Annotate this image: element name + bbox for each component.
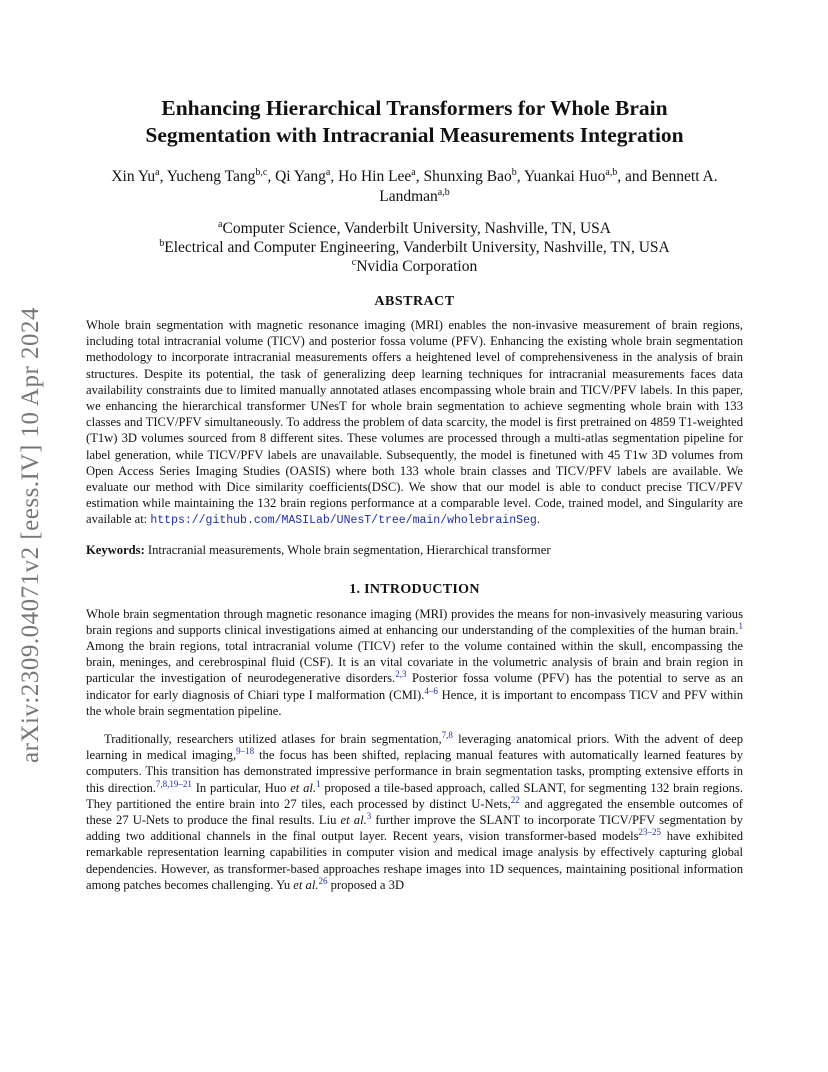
text-run: and aggregated the ensemble outcomes of these 27 U-Nets to produce the final results. Liu bbox=[86, 796, 743, 828]
text-run: In particular, Huo bbox=[191, 780, 291, 795]
paper-page bbox=[86, 95, 743, 893]
keywords-label: Keywords: bbox=[86, 542, 145, 557]
title-line-2: Segmentation with Intracranial Measurements Integration bbox=[145, 123, 684, 147]
author-name: Qi Yang bbox=[275, 168, 326, 185]
arxiv-identifier-text: arXiv:2309.04071v2 [eess.IV] 10 Apr 2024 bbox=[17, 306, 44, 764]
author-affiliation-mark: a bbox=[155, 166, 160, 178]
text-run: further improve the SLANT to incorporate TICV/PFV segmentation by adding two additional channels in the final output layer. Recent years, vision transformer-based models bbox=[86, 813, 743, 844]
keywords bbox=[86, 543, 743, 558]
text-run: Posterior fossa volume (PFV) has the potential to serve as an indicator for early diagnosis of Chiari type I malformation (CMI). bbox=[86, 671, 743, 702]
text-run: proposed a 3D bbox=[327, 877, 405, 892]
citation-link[interactable]: 1 bbox=[316, 778, 321, 789]
author-affiliation-mark: a bbox=[325, 166, 331, 178]
code-link[interactable]: https://github.com/MASILab/UNesT/tree/main/wholebrainSeg bbox=[150, 514, 537, 528]
text-run: proposed a tile-based approach, called SLANT, for segmenting 132 brain regions. They partitioned the entire brain into 27 tiles, each processed by distinct U-Nets, bbox=[86, 780, 743, 811]
citation-link[interactable]: 22 bbox=[510, 794, 520, 805]
author-affiliation-mark: a bbox=[411, 166, 416, 178]
affiliation-text: Electrical and Computer Engineering, Vanderbilt University, Nashville, TN, USA bbox=[164, 239, 670, 256]
affiliation-mark: b bbox=[159, 237, 165, 249]
text-run: Hence, it is important to encompass TICV and PFV within the whole brain segmentation pipeline. bbox=[86, 687, 743, 718]
citation-link[interactable]: 23–25 bbox=[638, 827, 662, 838]
keywords-text: Intracranial measurements, Whole brain segmentation, Hierarchical transformer bbox=[147, 542, 551, 557]
italic-text: et al. bbox=[293, 877, 319, 892]
citation-link[interactable]: 7,8 bbox=[441, 729, 453, 740]
abstract-body: Whole brain segmentation with magnetic resonance imaging (MRI) enables the non-invasive measurement of brain regions, including total intracranial volume (TICV) and posterior fossa volume (PFV). Enhancing the existing whole brain segmentation methodology to incorporate intracranial measurements offers a heightened level of comprehensiveness in the analysis of brain structures. Despite its potential, the task of generalizing deep learning techniques for intracranial measurements faces data availability constraints due to limited manually annotated atlases encompassing whole brain and TICV/PFV labels. In this paper, we enhancing the hierarchical transformer UNesT for whole brain segmentation to achieve segmenting whole brain with 133 classes and TICV/PFV simultaneously. To address the problem of data scarcity, the model is first pretrained on 4859 T1-weighted (T1w) 3D volumes sourced from 8 different sites. These volumes are processed through a multi-atlas segmentation pipeline for label generation, while TICV/PFV labels are unavailable. Subsequently, the model is finetuned with 45 T1w 3D volumes from Open Access Series Imaging Studies (OASIS) where both 133 whole brain classes and TICV/PFV labels are available. We evaluate our method with Dice similarity coefficients(DSC). We show that our model is able to conduct precise TICV/PFV estimation while maintaining the 132 brain regions performance at a comparable level. Code, trained model, and Singularity are available at: https://github.com/MASILab/UNesT/tree/main/wholebrainSeg. bbox=[86, 318, 743, 528]
affiliation bbox=[86, 219, 743, 238]
affiliation-text: Computer Science, Vanderbilt University, Nashville, TN, USA bbox=[222, 220, 611, 237]
affiliation-mark: a bbox=[218, 218, 223, 230]
citation-link[interactable]: 2,3 bbox=[395, 669, 407, 680]
text-run: Traditionally, researchers utilized atlases for brain segmentation, bbox=[104, 732, 442, 747]
arxiv-identifier bbox=[4, 290, 58, 780]
affiliation-list bbox=[86, 219, 743, 276]
text-run: leveraging anatomical priors. With the advent of deep learning in medical imaging, bbox=[86, 732, 744, 763]
title-line-1: Enhancing Hierarchical Transformers for Whole Brain bbox=[161, 96, 668, 120]
citation-link[interactable]: 4–6 bbox=[424, 685, 438, 696]
author-name: Ho Hin Lee bbox=[338, 168, 412, 185]
author-name: Yucheng Tang bbox=[166, 168, 256, 185]
intro-paragraph-2 bbox=[86, 731, 743, 893]
affiliation-mark: c bbox=[351, 256, 357, 268]
author-name: Bennett A. Landman bbox=[379, 168, 718, 205]
citation-link[interactable]: 26 bbox=[318, 875, 328, 886]
text-run: the focus has been shifted, replacing manual features with automatically learned features by computers. This transition has demonstrated impressive performance in brain segmentation tasks, prompting extensive efforts in this direction. bbox=[86, 748, 743, 795]
author-affiliation-mark: b bbox=[511, 166, 517, 178]
author-affiliation-mark: a,b bbox=[437, 186, 450, 198]
author-name: Yuankai Huo bbox=[523, 168, 606, 185]
text-run: Among the brain regions, total intracranial volume (TICV) refer to the volume contained within the skull, encompassing the brain, meninges, and cerebrospinal fluid (CSF). It is an vital covariate in the volumetric analysis of brain and brain region in particular the investigation of neurodegenerative disorders. bbox=[86, 639, 743, 686]
affiliation-text: Nvidia Corporation bbox=[356, 258, 478, 275]
intro-paragraph-1 bbox=[86, 606, 743, 719]
author-affiliation-mark: a,b bbox=[605, 166, 618, 178]
text-run: Whole brain segmentation through magnetic resonance imaging (MRI) provides the means for non-invasively measuring various brain regions and supports clinical investigations aimed at enhancing our understanding of the complexities of the human brain. bbox=[86, 606, 743, 637]
citation-link[interactable]: 1 bbox=[738, 620, 743, 631]
author-list: Xin Yu$^a$, Yucheng Tang$^{b,c}$, Qi Yang$^a$, Ho Hin Lee$^a$, Shunxing Bao$^b$, Yuankai Huo$^{a,b}$, and Bennett A. Landman$^{a,b}$ bbox=[111, 166, 718, 205]
section-heading-introduction: 1. INTRODUCTION bbox=[349, 581, 480, 597]
italic-text: et al. bbox=[340, 813, 367, 828]
affiliation bbox=[86, 257, 743, 276]
italic-text: et al. bbox=[290, 780, 317, 795]
abstract-text: Whole brain segmentation with magnetic resonance imaging (MRI) enables the non-invasive measurement of brain regions, including total intracranial volume (TICV) and posterior fossa volume (PFV). Enhancing the existing whole brain segmentation methodology to incorporate intracranial measurements offers a heightened level of comprehensiveness in the analysis of brain structures. Despite its potential, the task of generalizing deep learning techniques for intracranial measurements faces data availability constraints due to limited manually annotated atlases encompassing whole brain and TICV/PFV labels. In this paper, we enhancing the hierarchical transformer UNesT for whole brain segmentation to achieve segmenting whole brain with 133 classes and TICV/PFV simultaneously. To address the problem of data scarcity, the model is first pretrained on 4859 T1-weighted (T1w) 3D volumes sourced from 8 different sites. These volumes are processed through a multi-atlas segmentation pipeline for label generation, while TICV/PFV labels are unavailable. Subsequently, the model is finetuned with 45 T1w 3D volumes from Open Access Series Imaging Studies (OASIS) where both 133 whole brain classes and TICV/PFV labels are available. We evaluate our method with Dice similarity coefficients(DSC). We show that our model is able to conduct precise TICV/PFV estimation while maintaining the 132 brain regions performance at a comparable level. Code, trained model, and Singularity are available at: bbox=[86, 318, 743, 527]
abstract-heading: ABSTRACT bbox=[374, 294, 455, 309]
paper-title bbox=[86, 95, 743, 149]
author-affiliation-mark: b,c bbox=[255, 166, 268, 178]
text-run: have exhibited remarkable representation learning capabilities in computer vision and medical image analysis by effectively capturing global dependencies. However, as transformer-based approaches reshape images into 1D sequences, maintaining positional information among patches becomes challenging. Yu bbox=[86, 829, 743, 892]
citation-link[interactable]: 3 bbox=[366, 810, 372, 821]
citation-link[interactable]: 7,8,19–21 bbox=[155, 778, 192, 789]
author-name: Xin Yu bbox=[111, 168, 156, 185]
author-name: Shunxing Bao bbox=[423, 168, 512, 185]
citation-link[interactable]: 9–18 bbox=[236, 746, 255, 757]
affiliation bbox=[86, 238, 743, 257]
